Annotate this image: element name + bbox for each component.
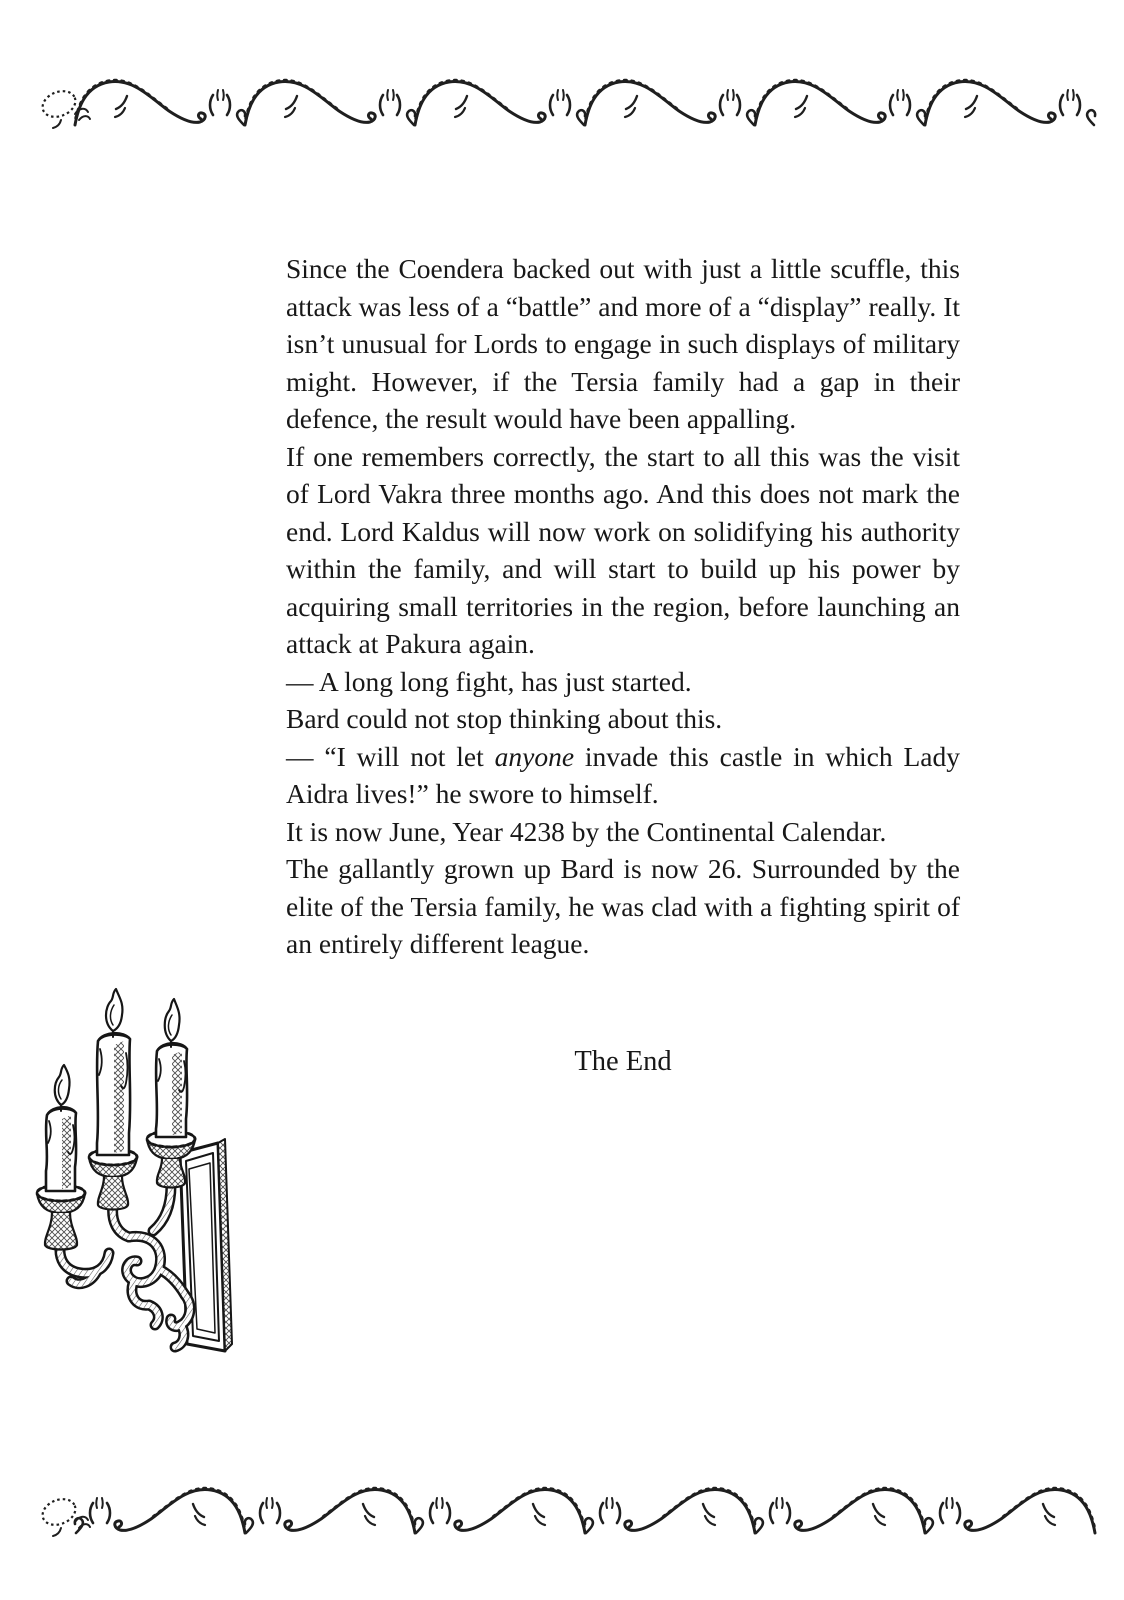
- paragraph-5: [286, 738, 960, 813]
- the-end-label: The End: [574, 1045, 672, 1077]
- paragraph-7: The gallantly grown up Bard is now 26. Surrounded by the elite of the Tersia family, he was clad with a fighting spirit of an entirely different league.: [286, 853, 960, 959]
- quote-post: invade this castle in which Lady Aidra lives!” he swore to himself.: [286, 740, 960, 809]
- candelabra-illustration: [13, 953, 239, 1359]
- top-flourish-border: [25, 70, 1099, 136]
- paragraph-4: Bard could not stop thinking about this.: [286, 703, 723, 734]
- bottom-flourish-border: [25, 1478, 1099, 1544]
- paragraph-2: If one remembers correctly, the start to all this was the visit of Lord Vakra three months ago. And this does not mark the end. Lord Kaldus will now work on solidifying his authority within the family, and will start to build up his power by acquiring small territories in the region, before launching an attack at Pakura again.: [286, 440, 960, 659]
- quote-pre: — “I will not let: [286, 740, 495, 772]
- scroll-arms: [60, 1185, 190, 1347]
- story-text-column: [286, 250, 960, 1080]
- emphasized-word: anyone: [494, 740, 575, 772]
- paragraph-3: — A long long fight, has just started.: [286, 665, 692, 697]
- paragraph-6: It is now June, Year 4238 by the Continental Calendar.: [286, 815, 887, 847]
- paragraph-1: Since the Coendera backed out with just a little scuffle, this attack was less of a “battle” and more of a “display” really. It isn’t unusual for Lords to engage in such displays of military might. However, if the Tersia family had a gap in their defence, the result would have been appalling.: [286, 253, 960, 434]
